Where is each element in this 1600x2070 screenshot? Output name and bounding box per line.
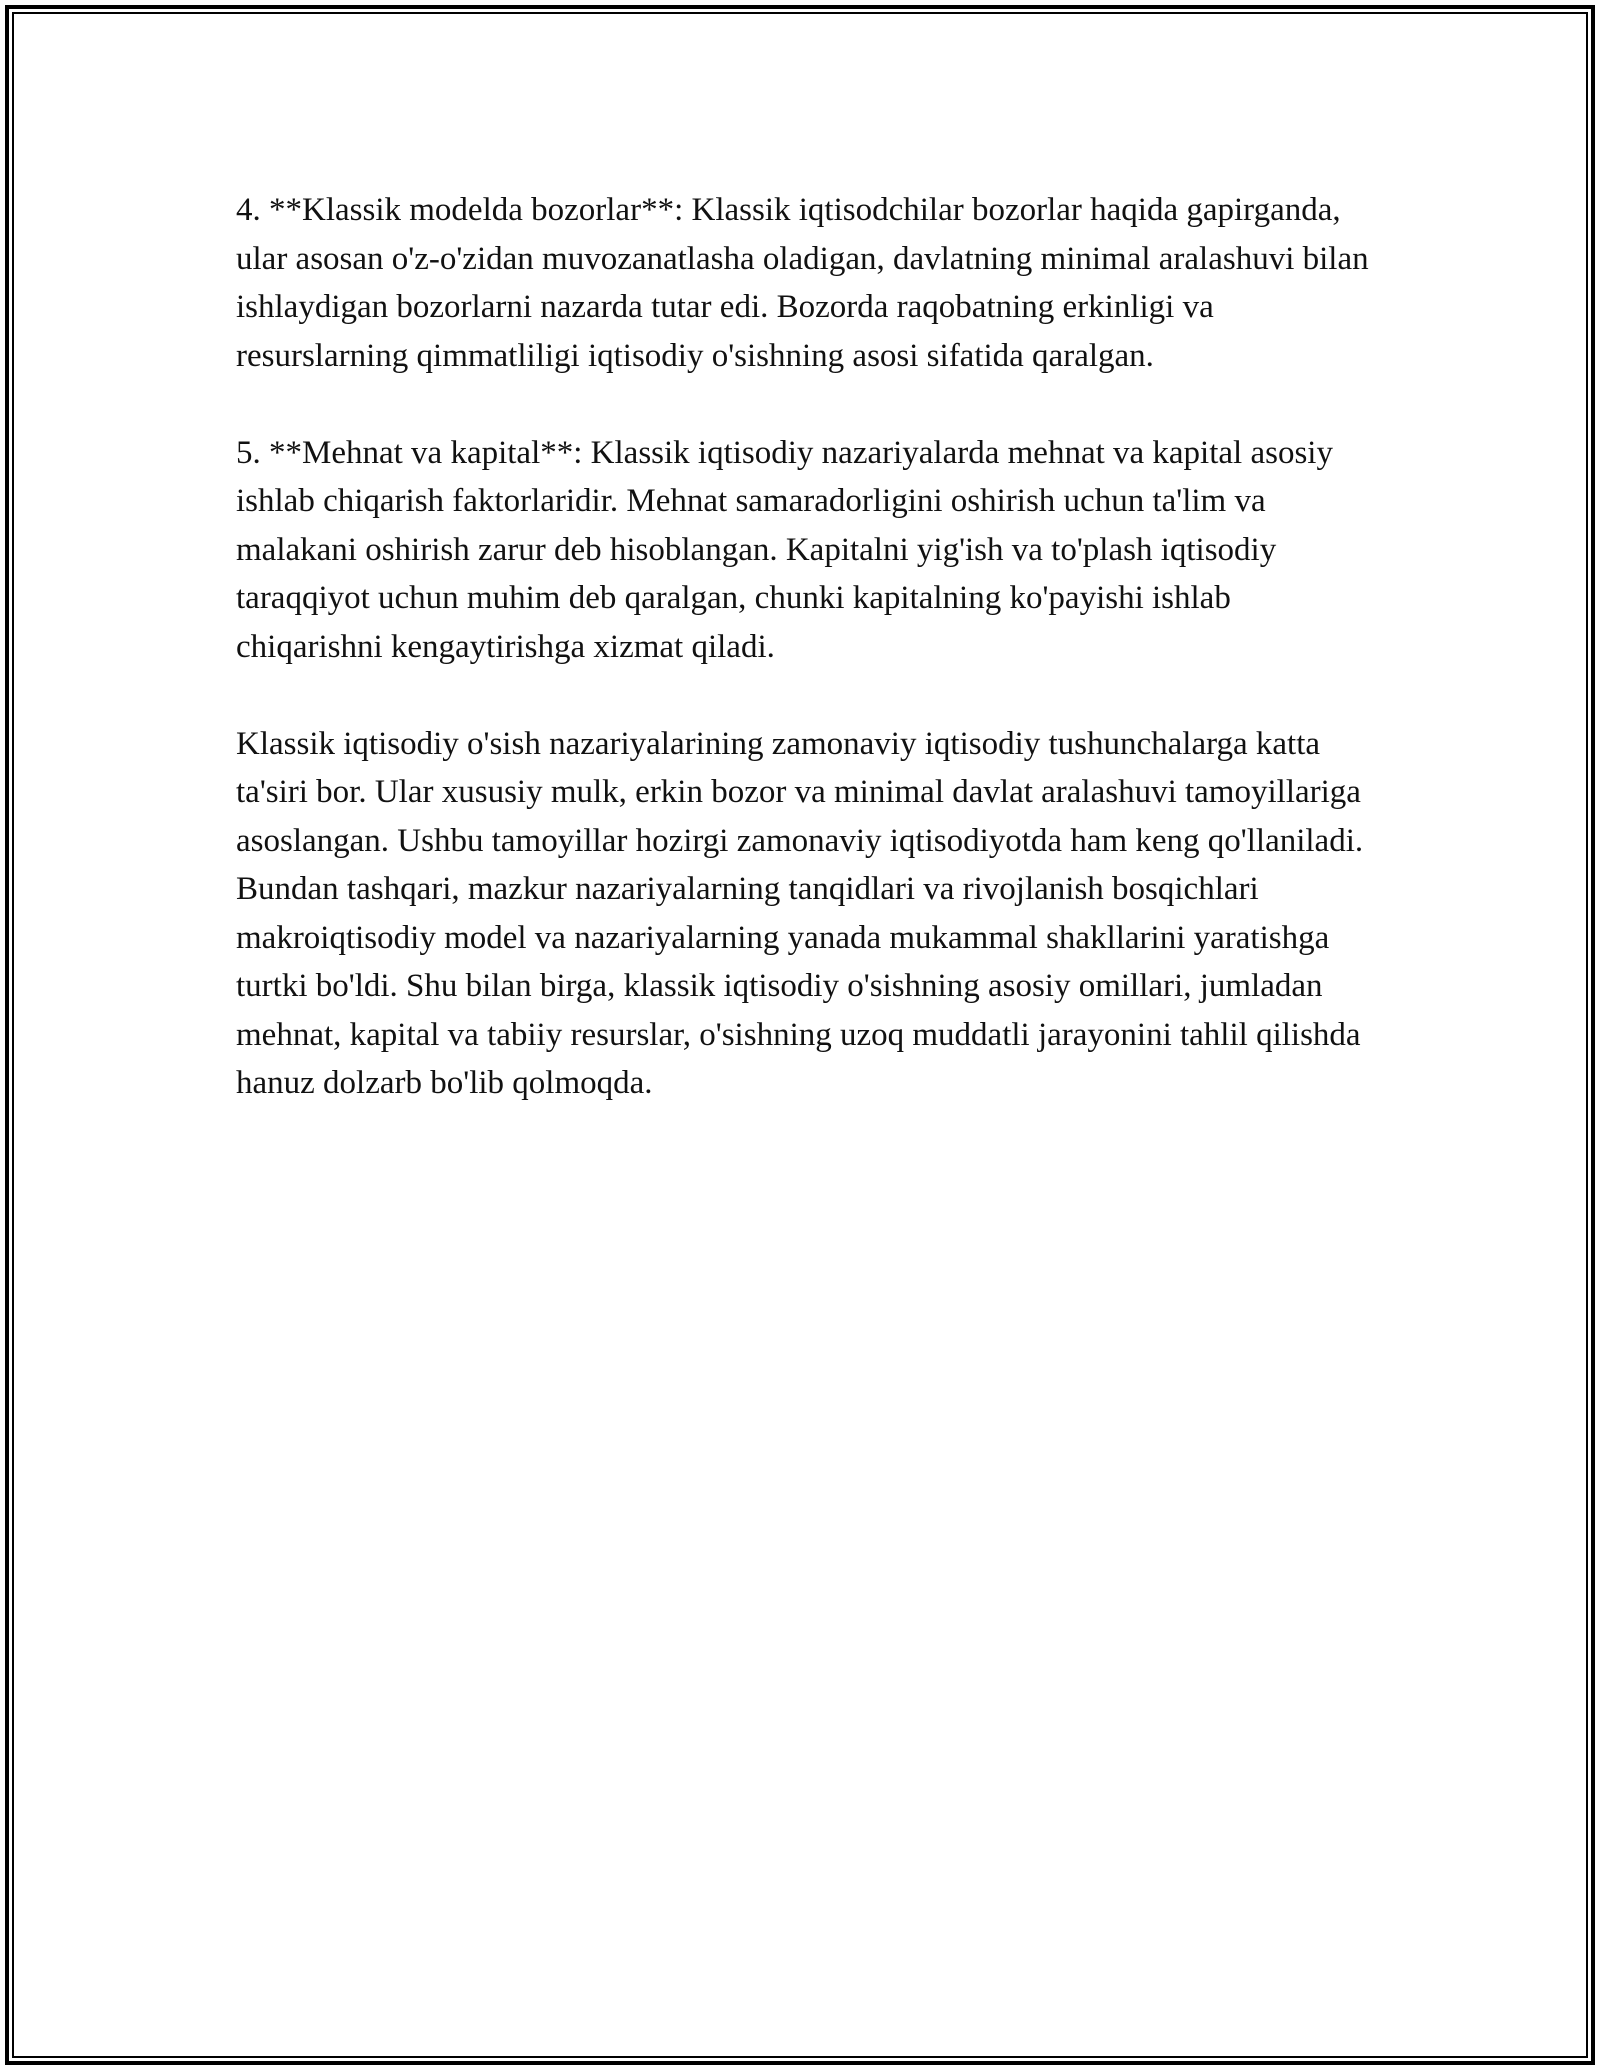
document-body [236,186,1376,1156]
paragraph-mehnat-va-kapital: 5. **Mehnat va kapital**: Klassik iqtisodiy nazariyalarda mehnat va kapital asosiy ishlab chiqarish faktorlaridir. Mehnat samaradorligini oshirish uchun ta'lim va malakani oshirish zarur deb hisoblangan. Kapitalni yig'ish va to'plash iqtisodiy taraqqiyot uchun muhim deb qaralgan, chunki kapitalning ko'payishi ishlab chiqarishni kengaytirishga xizmat qiladi. [236,434,1333,665]
paragraph-klassik-modelda-bozorlar: 4. **Klassik modelda bozorlar**: Klassik iqtisodchilar bozorlar haqida gapirganda, ular asosan o'z-o'zidan muvozanatlasha oladigan, davlatning minimal aralashuvi bilan ishlaydigan bozorlarni nazarda tutar edi. Bozorda raqobatning erkinligi va resurslarning qimmatliligi iqtisodiy o'sishning asosi sifatida qaralgan. [236,192,1369,374]
paragraph-conclusion: Klassik iqtisodiy o'sish nazariyalarining zamonaviy iqtisodiy tushunchalarga katta ta'siri bor. Ular xususiy mulk, erkin bozor va minimal davlat aralashuvi tamoyillariga asoslangan. Ushbu tamoyillar hozirgi zamonaviy iqtisodiyotda ham keng qo'llaniladi. Bundan tashqari, mazkur nazariyalarning tanqidlari va rivojlanish bosqichlari makroiqtisodiy model va nazariyalarning yanada mukammal shakllarini yaratishga turtki bo'ldi. Shu bilan birga, klassik iqtisodiy o'sishning asosiy omillari, jumladan mehnat, kapital va tabiiy resurslar, o'sishning uzoq muddatli jarayonini tahlil qilishda hanuz dolzarb bo'lib qolmoqda. [236,725,1364,1101]
